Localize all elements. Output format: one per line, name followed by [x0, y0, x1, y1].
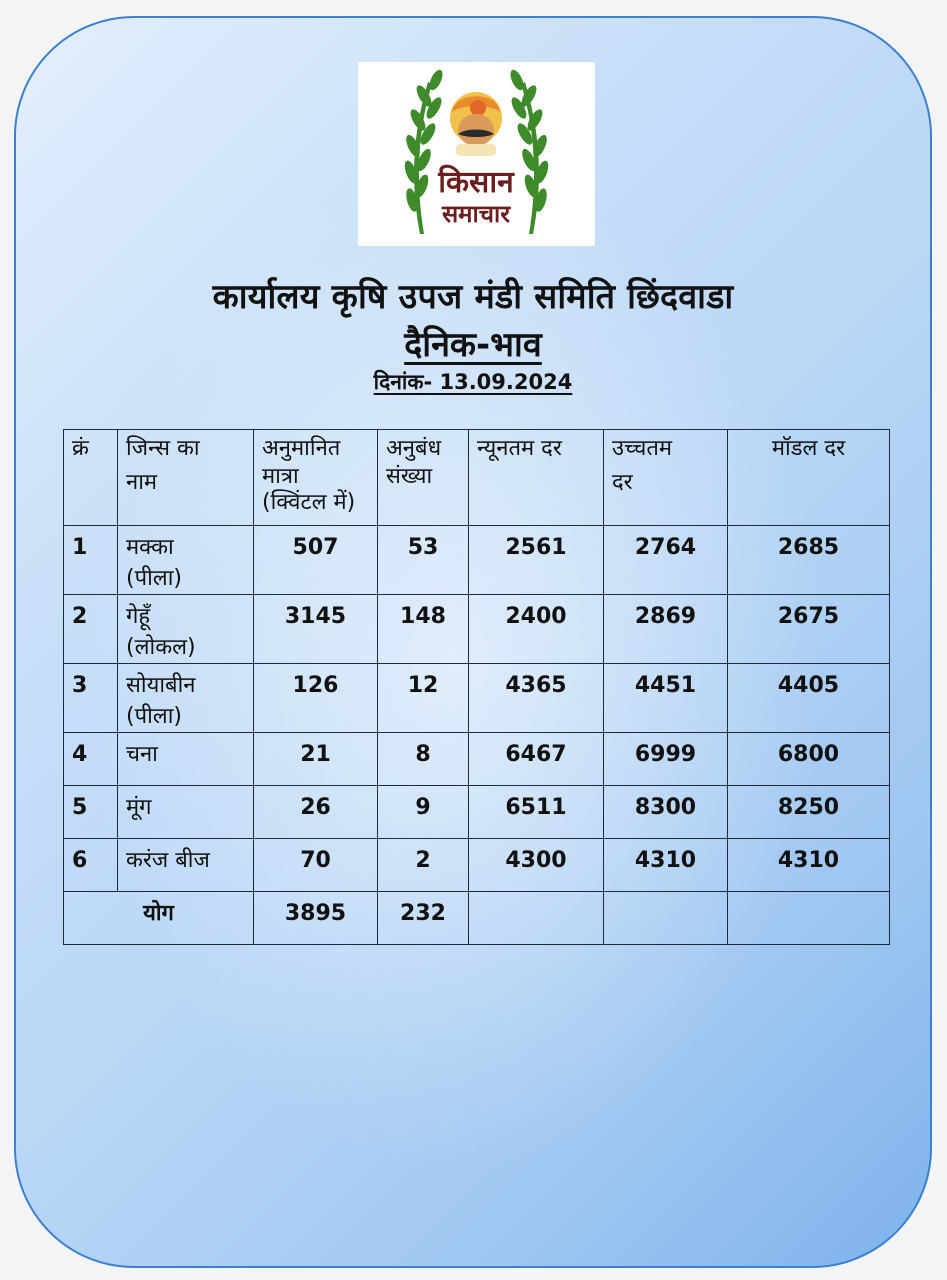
table-row: [64, 839, 890, 892]
table-row: [64, 595, 890, 664]
total-contracts: 232: [378, 892, 469, 945]
page-title: कार्यालय कृषि उपज मंडी समिति छिंदवाडा: [212, 277, 734, 317]
total-label: योग: [64, 892, 254, 945]
row-quantity: 126: [254, 664, 378, 733]
row-modal-rate: 6800: [728, 733, 890, 786]
kisan-samachar-logo: [358, 62, 595, 246]
row-crop: चना: [118, 733, 254, 786]
row-modal-rate: 4405: [728, 664, 890, 733]
page-subtitle: दैनिक-भाव: [404, 325, 542, 365]
row-min-rate: 4300: [469, 839, 604, 892]
row-crop: मूंग: [118, 786, 254, 839]
header-modal-rate: मॉडल दर: [728, 430, 890, 526]
row-contracts: 8: [378, 733, 469, 786]
header-max-rate: उच्चतम दर: [604, 430, 728, 526]
logo-text-line2: समाचार: [441, 200, 511, 228]
logo-text-line1: किसान: [438, 165, 514, 200]
row-quantity: 507: [254, 526, 378, 595]
row-sno: 2: [64, 595, 118, 664]
row-max-rate: 8300: [604, 786, 728, 839]
row-contracts: 2: [378, 839, 469, 892]
row-modal-rate: 2675: [728, 595, 890, 664]
row-max-rate: 2764: [604, 526, 728, 595]
row-min-rate: 2400: [469, 595, 604, 664]
table-row: [64, 526, 890, 595]
table-total-row: [64, 892, 890, 945]
row-max-rate: 6999: [604, 733, 728, 786]
row-quantity: 3145: [254, 595, 378, 664]
row-crop: सोयाबीन (पीला): [118, 664, 254, 733]
wheat-farmer-emblem: [358, 62, 595, 246]
table-row: [64, 786, 890, 839]
row-crop: मक्का (पीला): [118, 526, 254, 595]
row-modal-rate: 8250: [728, 786, 890, 839]
total-quantity: 3895: [254, 892, 378, 945]
row-modal-rate: 2685: [728, 526, 890, 595]
table-row: [64, 733, 890, 786]
row-max-rate: 4451: [604, 664, 728, 733]
row-max-rate: 2869: [604, 595, 728, 664]
row-sno: 3: [64, 664, 118, 733]
row-min-rate: 2561: [469, 526, 604, 595]
row-min-rate: 6511: [469, 786, 604, 839]
table-header-row: [64, 430, 890, 526]
header-sno: क्रं: [64, 430, 118, 526]
header-contracts: अनुबंध संख्या: [378, 430, 469, 526]
row-sno: 1: [64, 526, 118, 595]
total-modal-rate-empty: [728, 892, 890, 945]
row-quantity: 70: [254, 839, 378, 892]
row-max-rate: 4310: [604, 839, 728, 892]
rates-table: [63, 429, 890, 945]
row-contracts: 12: [378, 664, 469, 733]
report-date: दिनांक- 13.09.2024: [373, 370, 573, 394]
total-max-rate-empty: [604, 892, 728, 945]
row-crop: करंज बीज: [118, 839, 254, 892]
rate-card: [14, 16, 932, 1268]
row-quantity: 26: [254, 786, 378, 839]
table-row: [64, 664, 890, 733]
row-sno: 5: [64, 786, 118, 839]
row-contracts: 9: [378, 786, 469, 839]
row-min-rate: 4365: [469, 664, 604, 733]
row-crop: गेहूँ (लोकल): [118, 595, 254, 664]
header-min-rate: न्यूनतम दर: [469, 430, 604, 526]
row-modal-rate: 4310: [728, 839, 890, 892]
header-crop: जिन्स का नाम: [118, 430, 254, 526]
row-sno: 6: [64, 839, 118, 892]
row-quantity: 21: [254, 733, 378, 786]
row-contracts: 148: [378, 595, 469, 664]
row-sno: 4: [64, 733, 118, 786]
header-quantity: अनुमानित मात्रा (क्विंटल में): [254, 430, 378, 526]
total-min-rate-empty: [469, 892, 604, 945]
row-min-rate: 6467: [469, 733, 604, 786]
row-contracts: 53: [378, 526, 469, 595]
